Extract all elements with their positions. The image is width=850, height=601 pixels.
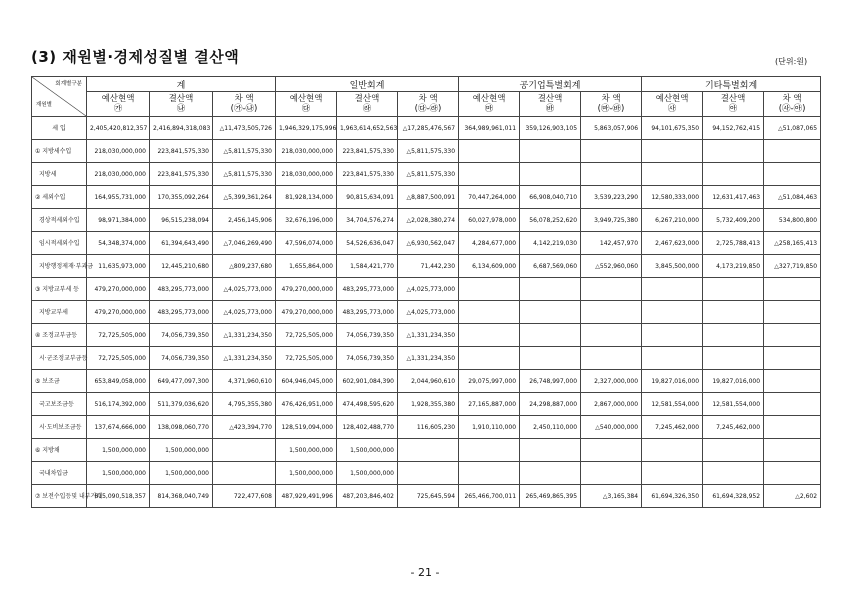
row-label: 시·도비보조금등 [32, 416, 87, 439]
value-cell: 19,827,016,000 [642, 370, 703, 393]
value-cell [213, 439, 276, 462]
table-row [32, 485, 821, 508]
value-cell: 72,725,505,000 [87, 324, 150, 347]
value-cell: 137,674,666,000 [87, 416, 150, 439]
value-cell: 26,748,997,000 [520, 370, 581, 393]
value-cell: 72,725,505,000 [87, 347, 150, 370]
value-cell: 98,971,384,000 [87, 209, 150, 232]
value-cell: 1,500,000,000 [150, 439, 213, 462]
value-cell [520, 301, 581, 324]
value-cell [398, 439, 459, 462]
column-header-label: 결산액 [720, 94, 746, 104]
value-cell: △423,394,770 [213, 416, 276, 439]
value-cell: 725,645,594 [398, 485, 459, 508]
table-row [32, 301, 821, 324]
value-cell: 483,295,773,000 [150, 278, 213, 301]
row-label: 국고보조금등 [32, 393, 87, 416]
corner-top-label: 회계별구분 [55, 81, 82, 87]
value-cell: 223,841,575,330 [337, 140, 398, 163]
value-cell: 653,849,058,000 [87, 370, 150, 393]
row-label: 세 입 [32, 117, 87, 140]
value-cell: 223,841,575,330 [337, 163, 398, 186]
value-cell [764, 416, 821, 439]
corner-header-cell [32, 77, 87, 117]
table-row [32, 140, 821, 163]
table-row [32, 393, 821, 416]
column-header-label: 결산액 [354, 94, 380, 104]
value-cell [764, 140, 821, 163]
value-cell: △327,719,850 [764, 255, 821, 278]
column-header-mark: (㉴-㉵) [778, 104, 806, 114]
value-cell: 74,056,739,350 [150, 347, 213, 370]
value-cell: 70,447,264,000 [459, 186, 520, 209]
value-cell: 2,450,110,000 [520, 416, 581, 439]
value-cell: 218,030,000,000 [276, 163, 337, 186]
column-header [337, 92, 398, 117]
value-cell: 487,203,846,402 [337, 485, 398, 508]
value-cell: 54,526,636,047 [337, 232, 398, 255]
value-cell: 170,355,092,264 [150, 186, 213, 209]
value-cell: 218,030,000,000 [276, 140, 337, 163]
value-cell: 3,949,725,380 [581, 209, 642, 232]
value-cell: 476,426,951,000 [276, 393, 337, 416]
column-header [87, 92, 150, 117]
column-header-mark: ㉯ [176, 104, 186, 114]
value-cell [459, 301, 520, 324]
table-row [32, 163, 821, 186]
value-cell: △4,025,773,000 [398, 301, 459, 324]
row-label: ④ 조정교부금등 [32, 324, 87, 347]
unit-label: (단위:원) [775, 57, 808, 66]
value-cell: 2,725,788,413 [703, 232, 764, 255]
column-header-label: 예산현액 [289, 94, 323, 104]
value-cell: 12,580,333,000 [642, 186, 703, 209]
value-cell: 364,989,961,011 [459, 117, 520, 140]
value-cell: 534,800,800 [764, 209, 821, 232]
value-cell: 483,295,773,000 [337, 301, 398, 324]
column-header-label: 차 액 [418, 94, 438, 104]
table-row [32, 347, 821, 370]
value-cell [703, 163, 764, 186]
value-cell [520, 324, 581, 347]
value-cell: 72,725,505,000 [276, 324, 337, 347]
value-cell: 60,027,978,000 [459, 209, 520, 232]
row-label: ② 세외수입 [32, 186, 87, 209]
value-cell [459, 278, 520, 301]
column-header-mark: (㉰-㉱) [414, 104, 442, 114]
value-cell [764, 347, 821, 370]
value-cell: 5,863,057,906 [581, 117, 642, 140]
value-cell: △809,237,680 [213, 255, 276, 278]
value-cell: 1,500,000,000 [337, 462, 398, 485]
value-cell: 511,379,036,620 [150, 393, 213, 416]
value-cell: △552,960,060 [581, 255, 642, 278]
row-label: 경상적세외수입 [32, 209, 87, 232]
value-cell [642, 301, 703, 324]
value-cell: 7,245,462,000 [703, 416, 764, 439]
value-cell: 1,584,421,770 [337, 255, 398, 278]
value-cell: △4,025,773,000 [213, 301, 276, 324]
row-label: ③ 지방교부세 등 [32, 278, 87, 301]
value-cell: 483,295,773,000 [337, 278, 398, 301]
value-cell [581, 140, 642, 163]
value-cell: 12,631,417,463 [703, 186, 764, 209]
group-header: 공기업특별회계 [459, 77, 642, 92]
row-label: 시·군조정교부금등 [32, 347, 87, 370]
value-cell: 4,795,355,380 [213, 393, 276, 416]
value-cell: 2,867,000,000 [581, 393, 642, 416]
column-header [581, 92, 642, 117]
value-cell: 29,075,997,000 [459, 370, 520, 393]
column-header-mark: ㉳ [545, 104, 555, 114]
value-cell: 479,270,000,000 [276, 301, 337, 324]
column-header [213, 92, 276, 117]
value-cell: 2,044,960,610 [398, 370, 459, 393]
value-cell: △5,399,361,264 [213, 186, 276, 209]
column-header [642, 92, 703, 117]
value-cell: 66,908,040,710 [520, 186, 581, 209]
value-cell: 1,946,329,175,996 [276, 117, 337, 140]
value-cell: 6,687,569,060 [520, 255, 581, 278]
value-cell: 4,371,960,610 [213, 370, 276, 393]
value-cell [520, 439, 581, 462]
value-cell: 265,466,700,011 [459, 485, 520, 508]
column-header [150, 92, 213, 117]
value-cell: 90,815,634,091 [337, 186, 398, 209]
value-cell [642, 140, 703, 163]
value-cell [642, 439, 703, 462]
value-cell: 27,165,887,000 [459, 393, 520, 416]
value-cell: 11,635,973,000 [87, 255, 150, 278]
value-cell: 138,098,060,770 [150, 416, 213, 439]
value-cell: △51,084,463 [764, 186, 821, 209]
value-cell [764, 370, 821, 393]
value-cell: 71,442,230 [398, 255, 459, 278]
value-cell [764, 439, 821, 462]
value-cell: △5,811,575,330 [398, 163, 459, 186]
column-header-label: 예산현액 [472, 94, 506, 104]
row-label: ⑥ 지방채 [32, 439, 87, 462]
value-cell [764, 163, 821, 186]
column-header-mark: (㉲-㉳) [597, 104, 625, 114]
value-cell: 3,845,500,000 [642, 255, 703, 278]
column-header-label: 차 액 [234, 94, 254, 104]
value-cell: 34,704,576,274 [337, 209, 398, 232]
column-header [703, 92, 764, 117]
row-label: ⑦ 보전수입등및 내부거래 [32, 485, 87, 508]
column-header-label: 예산현액 [655, 94, 689, 104]
row-label: 지방세 [32, 163, 87, 186]
row-label: 지방행정제재·부과금 [32, 255, 87, 278]
value-cell: 12,581,554,000 [642, 393, 703, 416]
value-cell: △5,811,575,330 [213, 140, 276, 163]
value-cell: 1,910,110,000 [459, 416, 520, 439]
value-cell: 96,515,238,094 [150, 209, 213, 232]
value-cell: △7,046,269,490 [213, 232, 276, 255]
column-header-mark: ㉵ [728, 104, 738, 114]
column-header [398, 92, 459, 117]
value-cell [520, 347, 581, 370]
value-cell: △5,811,575,330 [213, 163, 276, 186]
value-cell [581, 278, 642, 301]
value-cell: 1,500,000,000 [337, 439, 398, 462]
value-cell: △1,331,234,350 [213, 347, 276, 370]
value-cell: 61,394,643,490 [150, 232, 213, 255]
value-cell: 54,348,374,000 [87, 232, 150, 255]
value-cell: 47,596,074,000 [276, 232, 337, 255]
value-cell: 164,955,731,000 [87, 186, 150, 209]
value-cell: 61,694,326,350 [642, 485, 703, 508]
column-header [764, 92, 821, 117]
value-cell [703, 140, 764, 163]
value-cell: 74,056,739,350 [337, 347, 398, 370]
row-label: 국내차입금 [32, 462, 87, 485]
value-cell: 1,500,000,000 [276, 439, 337, 462]
table-row [32, 232, 821, 255]
value-cell [642, 347, 703, 370]
column-header [459, 92, 520, 117]
value-cell [520, 140, 581, 163]
value-cell [581, 462, 642, 485]
value-cell: 1,655,864,000 [276, 255, 337, 278]
value-cell: △17,285,476,567 [398, 117, 459, 140]
value-cell: △2,028,380,274 [398, 209, 459, 232]
value-cell: △258,165,413 [764, 232, 821, 255]
value-cell: 2,327,000,000 [581, 370, 642, 393]
value-cell: △1,331,234,350 [398, 347, 459, 370]
column-header [276, 92, 337, 117]
group-header: 기타특별회계 [642, 77, 821, 92]
value-cell [764, 301, 821, 324]
column-header-mark: ㉰ [301, 104, 311, 114]
table-row [32, 439, 821, 462]
column-header-mark: ㉲ [484, 104, 494, 114]
value-cell [764, 278, 821, 301]
value-cell: △2,602 [764, 485, 821, 508]
value-cell: 128,519,094,000 [276, 416, 337, 439]
column-header-mark: (㉮-㉯) [230, 104, 258, 114]
value-cell: 265,469,865,395 [520, 485, 581, 508]
column-header-mark: ㉴ [667, 104, 677, 114]
value-cell: 128,402,488,770 [337, 416, 398, 439]
column-header [520, 92, 581, 117]
value-cell [581, 163, 642, 186]
value-cell [581, 347, 642, 370]
table-row [32, 209, 821, 232]
value-cell: 359,126,903,105 [520, 117, 581, 140]
value-cell: △6,930,562,047 [398, 232, 459, 255]
value-cell [581, 439, 642, 462]
value-cell: 2,467,623,000 [642, 232, 703, 255]
value-cell: 6,267,210,000 [642, 209, 703, 232]
value-cell: 12,445,210,680 [150, 255, 213, 278]
value-cell: △5,811,575,330 [398, 140, 459, 163]
value-cell: 1,928,355,380 [398, 393, 459, 416]
value-cell: 7,245,462,000 [642, 416, 703, 439]
value-cell [459, 439, 520, 462]
value-cell [642, 163, 703, 186]
value-cell: 479,270,000,000 [276, 278, 337, 301]
value-cell: △51,087,065 [764, 117, 821, 140]
value-cell: 94,152,762,415 [703, 117, 764, 140]
table-row [32, 370, 821, 393]
page-number: - 21 - [410, 566, 440, 579]
value-cell: △540,000,000 [581, 416, 642, 439]
value-cell: 2,456,145,906 [213, 209, 276, 232]
column-header-label: 차 액 [782, 94, 802, 104]
table-row [32, 278, 821, 301]
value-cell [642, 462, 703, 485]
table-row [32, 186, 821, 209]
value-cell [581, 324, 642, 347]
value-cell [703, 301, 764, 324]
value-cell [520, 278, 581, 301]
value-cell [581, 301, 642, 324]
value-cell: 74,056,739,350 [150, 324, 213, 347]
value-cell: 474,498,595,620 [337, 393, 398, 416]
value-cell: △3,165,384 [581, 485, 642, 508]
value-cell: 479,270,000,000 [87, 301, 150, 324]
value-cell: △1,331,234,350 [398, 324, 459, 347]
value-cell: △8,887,500,091 [398, 186, 459, 209]
value-cell: 479,270,000,000 [87, 278, 150, 301]
value-cell: 61,694,328,952 [703, 485, 764, 508]
value-cell [520, 462, 581, 485]
value-cell [764, 324, 821, 347]
value-cell [520, 163, 581, 186]
table-row [32, 117, 821, 140]
value-cell: 516,174,392,000 [87, 393, 150, 416]
row-label: ⑤ 보조금 [32, 370, 87, 393]
value-cell: 604,946,045,000 [276, 370, 337, 393]
value-cell: 649,477,097,300 [150, 370, 213, 393]
row-label: 임시적세외수입 [32, 232, 87, 255]
column-header-label: 결산액 [168, 94, 194, 104]
column-header-label: 결산액 [537, 94, 563, 104]
column-header-mark: ㉮ [113, 104, 123, 114]
value-cell: 142,457,970 [581, 232, 642, 255]
settlement-table [31, 76, 821, 508]
value-cell: 483,295,773,000 [150, 301, 213, 324]
value-cell: 24,298,887,000 [520, 393, 581, 416]
value-cell: 487,929,491,996 [276, 485, 337, 508]
group-header: 계 [87, 77, 276, 92]
value-cell [764, 462, 821, 485]
value-cell: 602,901,084,390 [337, 370, 398, 393]
value-cell [764, 393, 821, 416]
value-cell [642, 278, 703, 301]
table-row [32, 462, 821, 485]
value-cell: 94,101,675,350 [642, 117, 703, 140]
value-cell: 4,284,677,000 [459, 232, 520, 255]
group-header: 일반회계 [276, 77, 459, 92]
value-cell [703, 347, 764, 370]
value-cell [213, 462, 276, 485]
value-cell [703, 462, 764, 485]
value-cell: 2,405,420,812,357 [87, 117, 150, 140]
value-cell: 1,500,000,000 [276, 462, 337, 485]
value-cell: 81,928,134,000 [276, 186, 337, 209]
value-cell [398, 462, 459, 485]
value-cell: 4,173,219,850 [703, 255, 764, 278]
value-cell: △4,025,773,000 [213, 278, 276, 301]
value-cell [703, 439, 764, 462]
value-cell: 4,142,219,030 [520, 232, 581, 255]
value-cell: △11,473,505,726 [213, 117, 276, 140]
table-row [32, 255, 821, 278]
value-cell: 3,539,223,290 [581, 186, 642, 209]
table-row [32, 416, 821, 439]
value-cell: 6,134,609,000 [459, 255, 520, 278]
page-title: (3) 재원별·경제성질별 결산액 [31, 48, 240, 66]
value-cell: 56,078,252,620 [520, 209, 581, 232]
value-cell: 116,605,230 [398, 416, 459, 439]
value-cell: 815,090,518,357 [87, 485, 150, 508]
column-header-label: 예산현액 [101, 94, 135, 104]
value-cell: 32,676,196,000 [276, 209, 337, 232]
row-label: ① 지방세수입 [32, 140, 87, 163]
value-cell [703, 324, 764, 347]
value-cell: 218,030,000,000 [87, 140, 150, 163]
value-cell [459, 347, 520, 370]
value-cell: 814,368,040,749 [150, 485, 213, 508]
value-cell [703, 278, 764, 301]
value-cell: 19,827,016,000 [703, 370, 764, 393]
value-cell: 74,056,739,350 [337, 324, 398, 347]
value-cell [459, 163, 520, 186]
value-cell: 223,841,575,330 [150, 163, 213, 186]
value-cell [459, 462, 520, 485]
table-row [32, 324, 821, 347]
value-cell: 1,963,614,652,563 [337, 117, 398, 140]
value-cell: 12,581,554,000 [703, 393, 764, 416]
value-cell [459, 140, 520, 163]
value-cell: 2,416,894,318,083 [150, 117, 213, 140]
column-header-mark: ㉱ [362, 104, 372, 114]
value-cell: 1,500,000,000 [150, 462, 213, 485]
corner-bottom-label: 재원별 [36, 102, 52, 108]
row-label: 지방교부세 [32, 301, 87, 324]
value-cell [642, 324, 703, 347]
value-cell: 72,725,505,000 [276, 347, 337, 370]
value-cell [459, 324, 520, 347]
value-cell: 722,477,608 [213, 485, 276, 508]
value-cell: 1,500,000,000 [87, 439, 150, 462]
value-cell: △1,331,234,350 [213, 324, 276, 347]
value-cell: 223,841,575,330 [150, 140, 213, 163]
value-cell: 1,500,000,000 [87, 462, 150, 485]
column-header-label: 차 액 [601, 94, 621, 104]
value-cell: △4,025,773,000 [398, 278, 459, 301]
value-cell: 5,732,409,200 [703, 209, 764, 232]
value-cell: 218,030,000,000 [87, 163, 150, 186]
